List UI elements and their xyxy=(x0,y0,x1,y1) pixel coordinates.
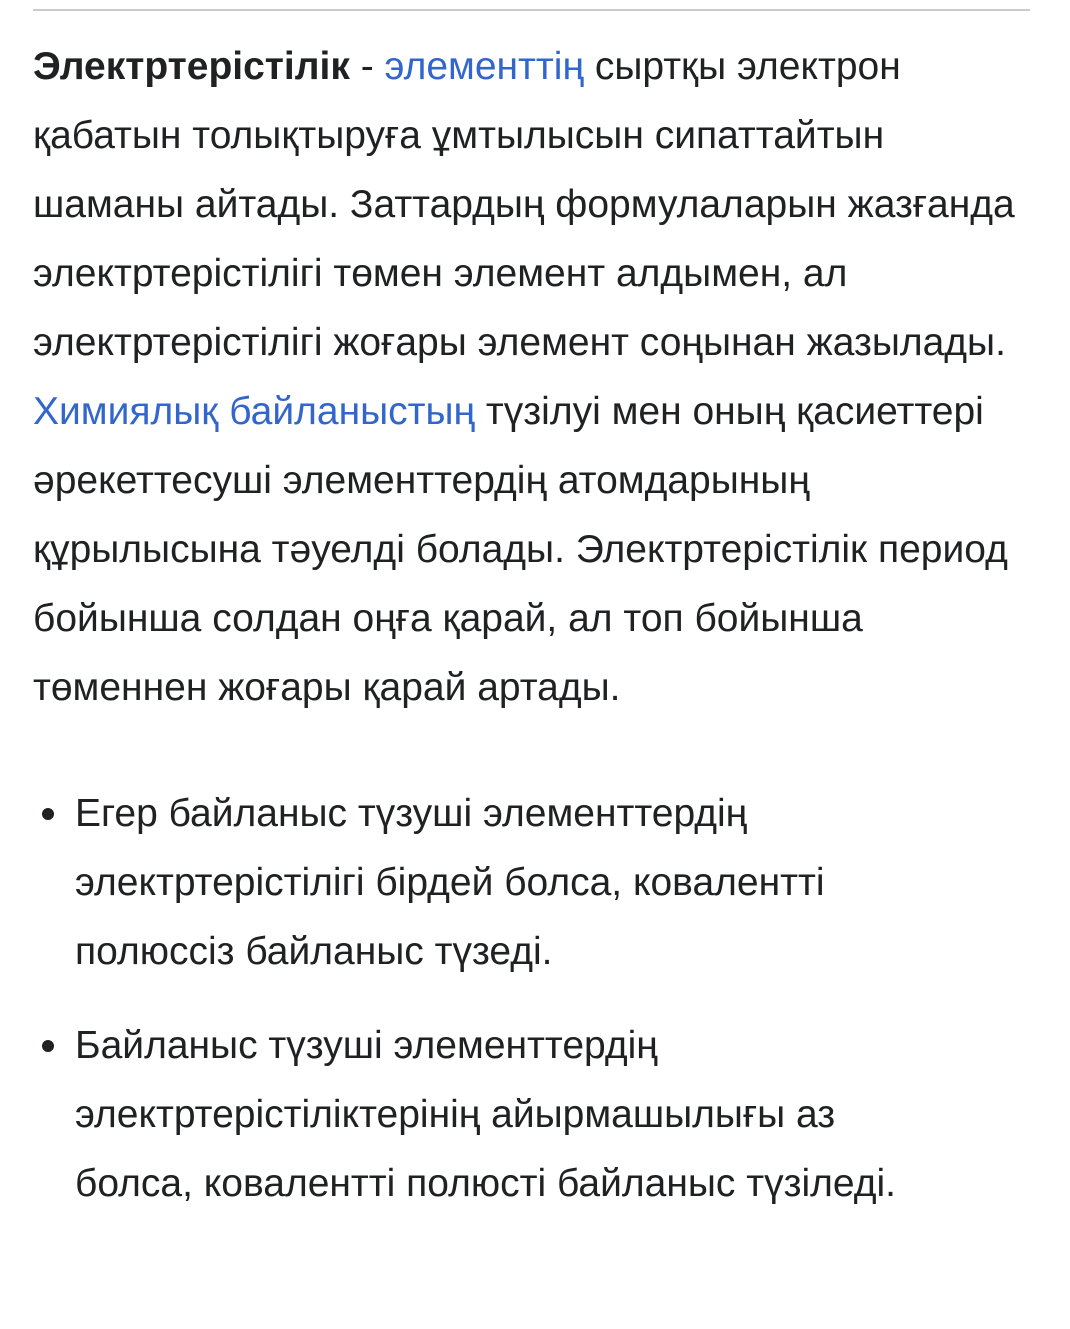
list-item xyxy=(33,779,945,986)
link-chemical-bond[interactable]: Химиялық байланыстың xyxy=(33,390,476,433)
article-body xyxy=(33,32,1038,1218)
list-item-text: Егер байланыс түзуші элементтердің электртерістілігі бірдей болса, ковалентті полюссіз байланыс түзеді. xyxy=(75,792,825,973)
bullet-list xyxy=(33,779,1038,1218)
list-item xyxy=(33,1011,945,1218)
dash-text: - xyxy=(349,45,385,88)
bullet-icon xyxy=(42,1040,54,1052)
paragraph-text-2: түзілуі мен оның қасиеттері әрекеттесуші элементтердің атомдарының құрылысына тәуелді болады. Электртерістілік период бойынша солдан оңға қарай, ал топ бойынша төменнен жоғары қарай артады. xyxy=(33,390,1008,709)
link-element[interactable]: элементтің xyxy=(384,45,584,88)
paragraph-text-1: сыртқы электрон қабатын толықтыруға ұмтылысын сипаттайтын шаманы айтады. Заттардың формулаларын жазғанда электртерістілігі төмен элемент алдымен, ал электртерістілігі жоғары элемент соңынан жазылады. xyxy=(33,45,1015,364)
intro-paragraph xyxy=(33,32,1038,722)
bullet-icon xyxy=(42,808,54,820)
term-bold: Электртерістілік xyxy=(33,45,350,88)
top-divider xyxy=(33,9,1030,11)
list-item-text: Байланыс түзуші элементтердің электртерістіліктерінің айырмашылығы аз болса, ковалентті полюсті байланыс түзіледі. xyxy=(75,1024,896,1205)
